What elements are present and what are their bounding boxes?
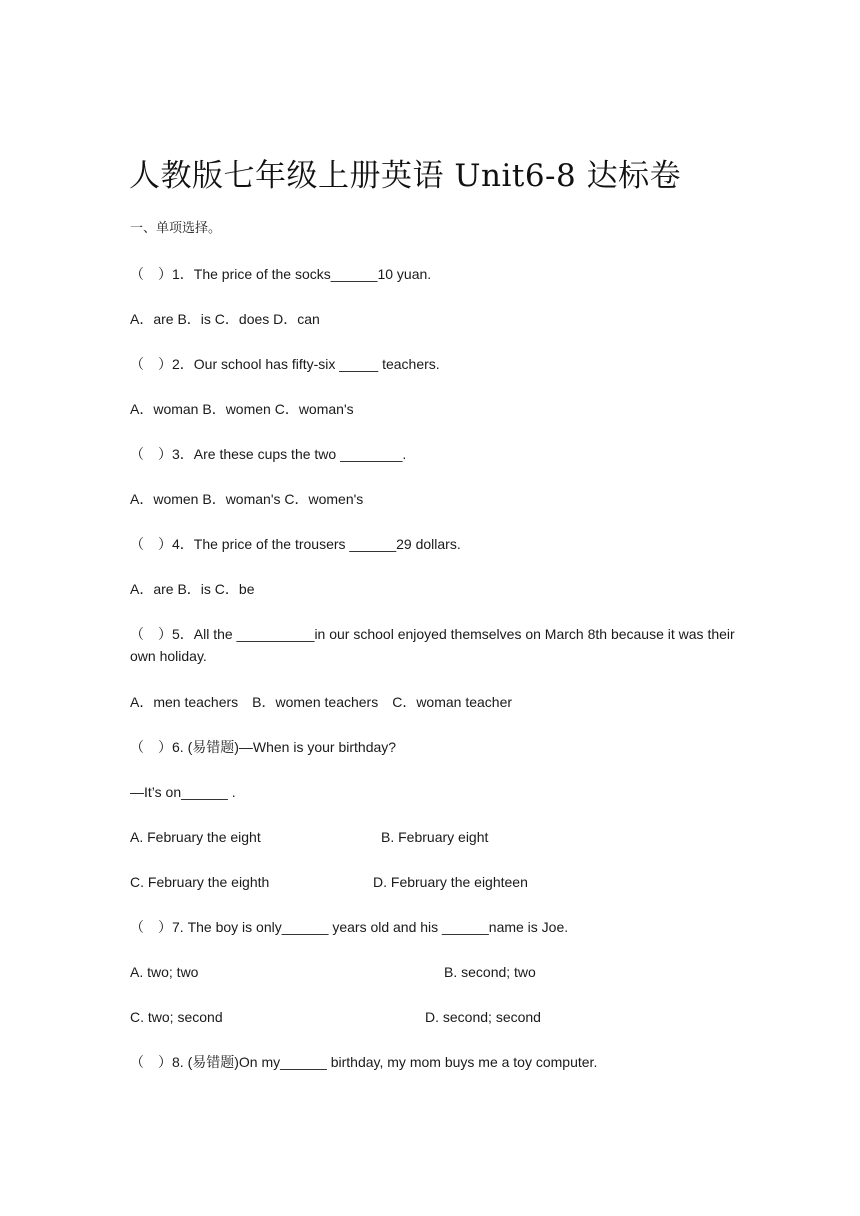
- question-7-stem: （ ）7. The boy is only______ years old and his ______name is Joe.: [130, 919, 569, 935]
- question-6-answer-line: —It’s on______ .: [130, 784, 236, 800]
- question-4-stem: （ ）4．The price of the trousers ______29 dollars.: [130, 536, 461, 552]
- section-heading: 一、单项选择。: [130, 221, 222, 236]
- question-6-stem: （ ）6. (易错题)—When is your birthday?: [130, 739, 397, 755]
- question-5-stem: （ ）5．All the __________in our school enjoyed themselves on March 8th because it was their own holiday.: [130, 626, 735, 664]
- question-4-options: A．are B．is C．be: [130, 581, 255, 597]
- question-6-option-a: A. February the eight: [130, 829, 261, 845]
- question-1-stem: （ ）1．The price of the socks______10 yuan.: [130, 266, 432, 282]
- question-3-options: A．women B．woman's C．women's: [130, 491, 364, 507]
- question-3-stem: （ ）3．Are these cups the two ________.: [130, 446, 407, 462]
- question-7-option-b: B. second; two: [444, 964, 536, 980]
- question-5-options: A．men teachers B．women teachers C．woman teacher: [130, 694, 513, 710]
- question-7-option-d: D. second; second: [425, 1009, 541, 1025]
- question-6-option-d: D. February the eighteen: [373, 874, 528, 890]
- question-7-option-a: A. two; two: [130, 964, 199, 980]
- question-8-stem: （ ）8. (易错题)On my______ birthday, my mom buys me a toy computer.: [130, 1054, 598, 1070]
- document-title: 人教版七年级上册英语 Unit6-8 达标卷: [129, 158, 682, 194]
- question-6-option-b: B. February eight: [381, 829, 489, 845]
- question-7-option-c: C. two; second: [130, 1009, 223, 1025]
- question-2-stem: （ ）2．Our school has fifty-six _____ teachers.: [130, 356, 440, 372]
- question-2-options: A．woman B．women C．woman's: [130, 401, 354, 417]
- question-6-option-c: C. February the eighth: [130, 874, 270, 890]
- question-1-options: A．are B．is C．does D．can: [130, 311, 320, 327]
